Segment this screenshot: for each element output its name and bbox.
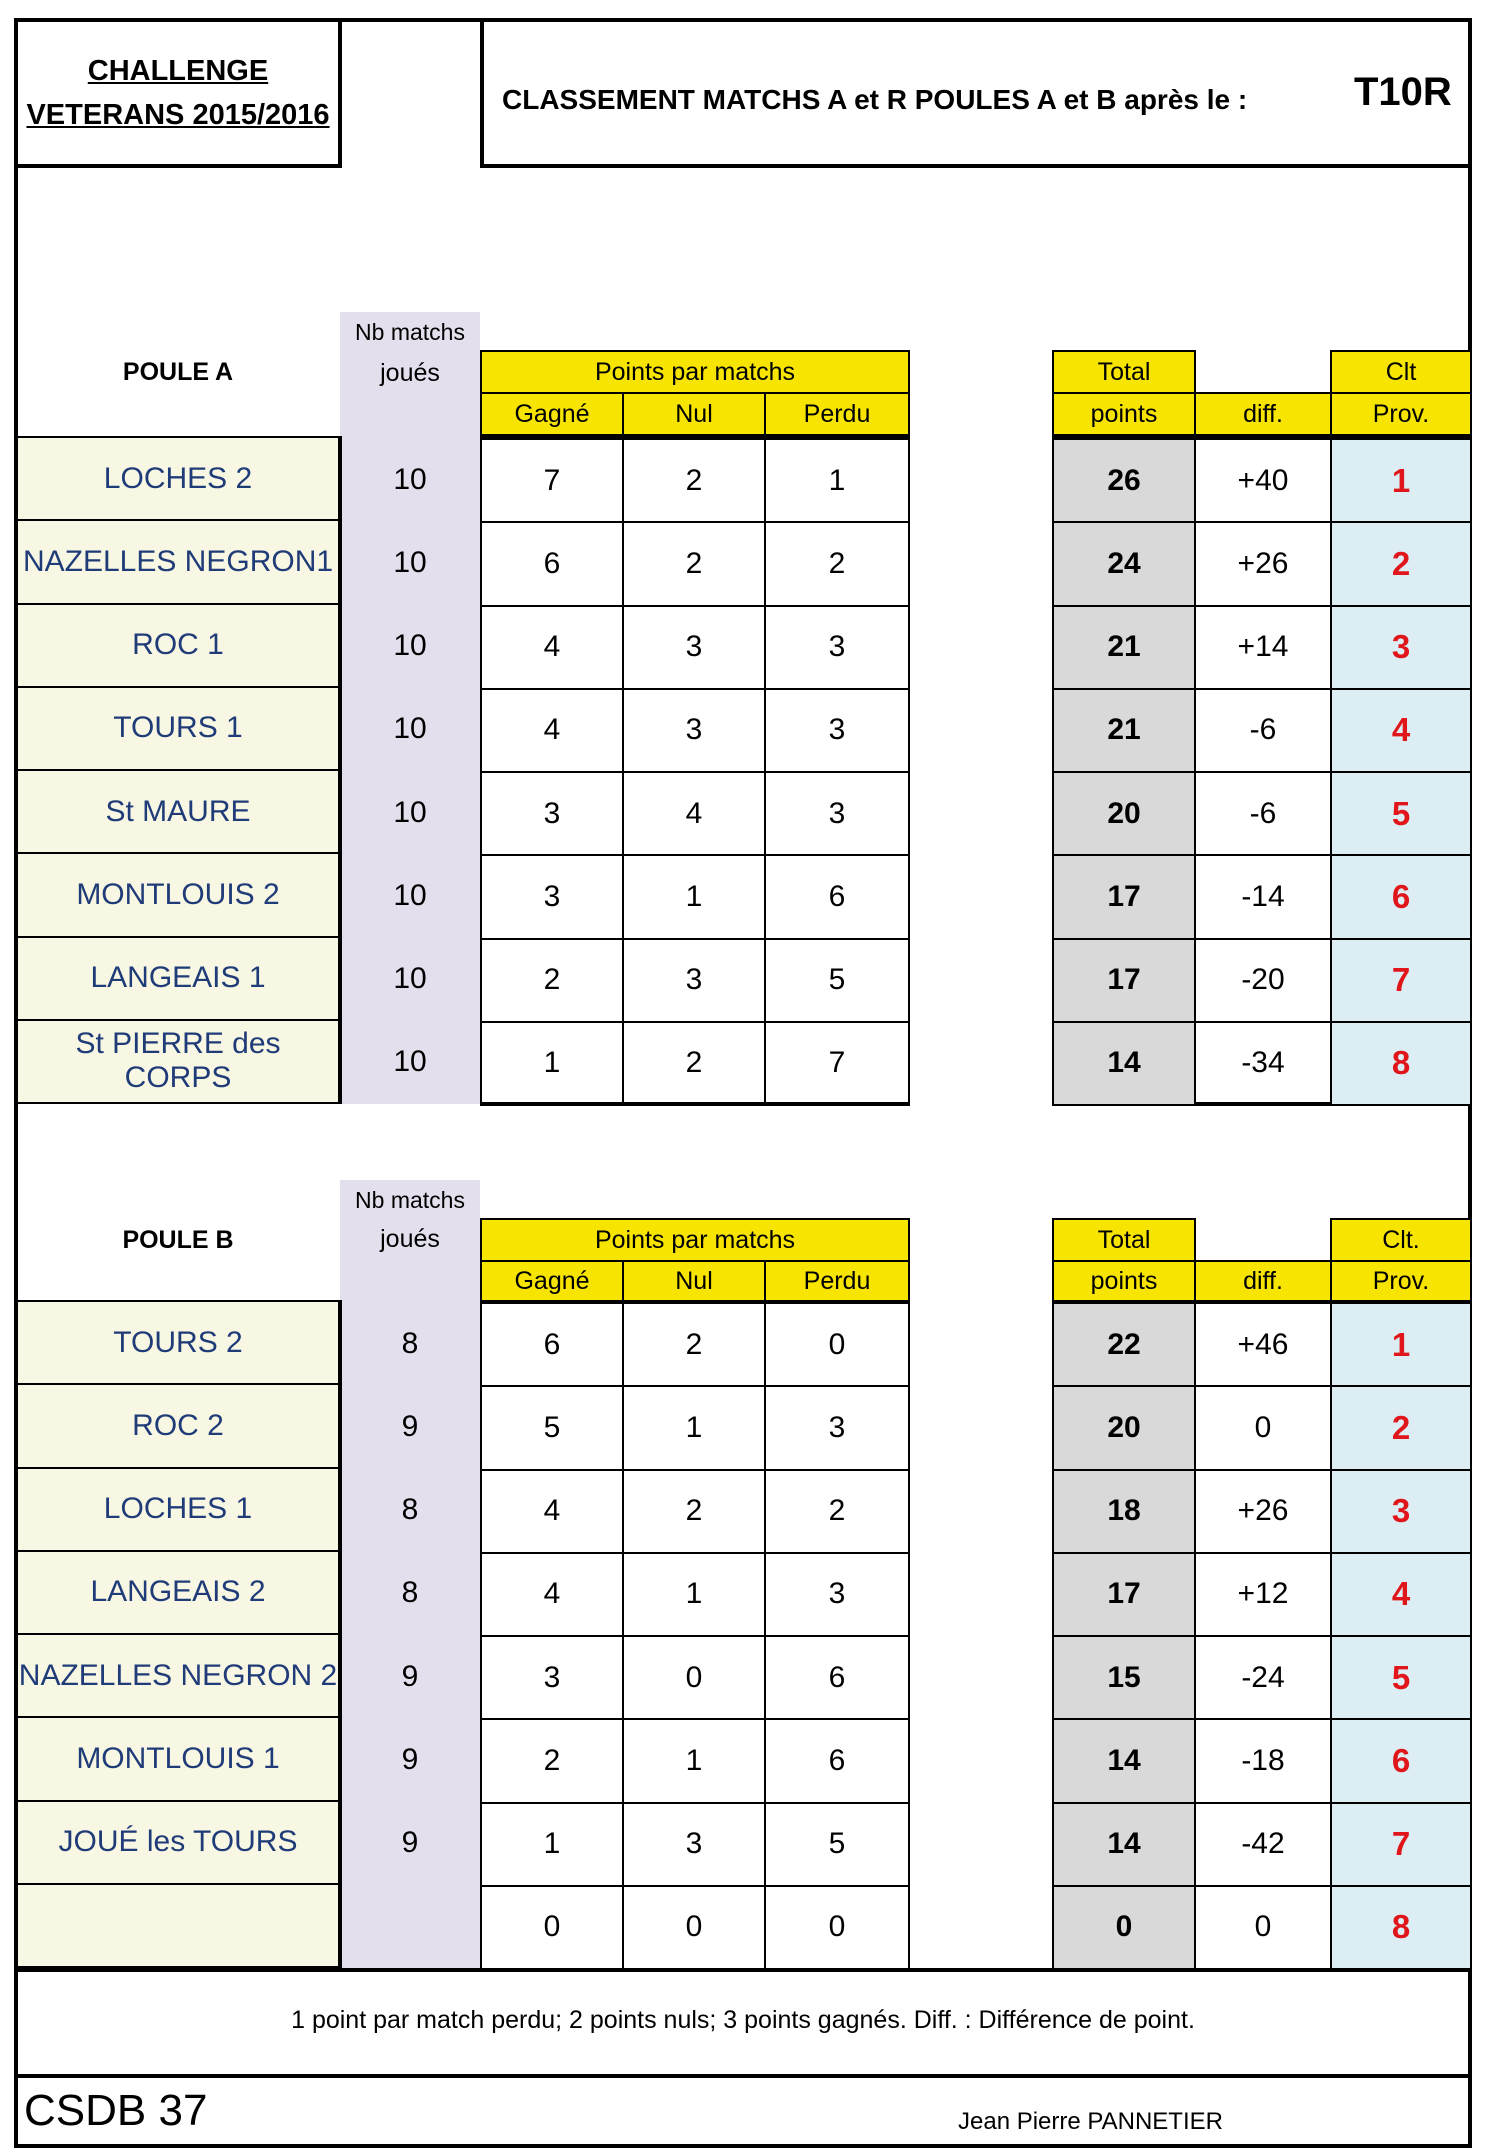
- lost-count: 6: [764, 1718, 910, 1803]
- team-name: TOURS 2: [18, 1302, 338, 1385]
- draw-count: 3: [622, 605, 766, 690]
- page-title: CLASSEMENT MATCHS A et R POULES A et B après le :: [502, 84, 1248, 115]
- matches-played: 10: [393, 1045, 427, 1079]
- org-name: CSDB 37: [24, 2086, 208, 2135]
- total-points: 18: [1052, 1469, 1196, 1554]
- title-box: [480, 18, 1472, 168]
- footer-divider-bottom: [14, 2074, 1472, 2078]
- draw-count: 1: [622, 1718, 766, 1803]
- poule-b-diff-header: diff.: [1194, 1260, 1332, 1302]
- rank: 4: [1330, 1552, 1472, 1637]
- matches-played: 9: [401, 1826, 419, 1860]
- lost-count: 3: [764, 1385, 910, 1470]
- draw-count: 2: [622, 521, 766, 606]
- lost-count: 3: [764, 1552, 910, 1637]
- team-name: LANGEAIS 2: [18, 1552, 338, 1635]
- lost-count: 1: [764, 438, 910, 523]
- team-name: St MAURE: [18, 771, 338, 854]
- total-points: 17: [1052, 938, 1196, 1023]
- matches-played: 10: [393, 462, 427, 496]
- point-diff: +12: [1194, 1552, 1332, 1637]
- matches-played: 8: [401, 1576, 419, 1610]
- team-name: JOUÉ les TOURS: [18, 1802, 338, 1885]
- poule-b-perdu-header: Perdu: [764, 1260, 910, 1302]
- point-diff: -42: [1194, 1802, 1332, 1887]
- point-diff: -24: [1194, 1635, 1332, 1720]
- rank: 3: [1330, 1469, 1472, 1554]
- poule-b-nb-matchs-label: Nb matchs: [355, 1186, 465, 1213]
- total-points: 24: [1052, 521, 1196, 606]
- round-code: T10R: [1354, 70, 1452, 114]
- total-points: 14: [1052, 1718, 1196, 1803]
- won-count: 3: [480, 771, 624, 856]
- lost-count: 0: [764, 1302, 910, 1387]
- matches-played: 8: [401, 1326, 419, 1360]
- draw-count: 1: [622, 1385, 766, 1470]
- poule-a-diff-header: diff.: [1194, 392, 1332, 436]
- point-diff: -34: [1194, 1021, 1332, 1106]
- challenge-title-line2: VETERANS 2015/2016: [26, 99, 330, 131]
- poule-a-points-par-matchs-header: Points par matchs: [480, 350, 910, 394]
- team-name: St PIERRE des CORPS: [18, 1021, 338, 1104]
- point-diff: +26: [1194, 1469, 1332, 1554]
- draw-count: 2: [622, 1021, 766, 1106]
- poule-b-clt-header: Clt.: [1330, 1218, 1472, 1262]
- point-diff: -20: [1194, 938, 1332, 1023]
- poule-a-joues-label: joués: [380, 358, 440, 387]
- lost-count: 5: [764, 1802, 910, 1887]
- draw-count: 0: [622, 1885, 766, 1970]
- team-name: MONTLOUIS 1: [18, 1718, 338, 1801]
- rank: 2: [1330, 521, 1472, 606]
- lost-count: 3: [764, 605, 910, 690]
- rank: 5: [1330, 771, 1472, 856]
- draw-count: 4: [622, 771, 766, 856]
- team-name: [18, 1885, 338, 1968]
- matches-played: 10: [393, 878, 427, 912]
- poule-b-total-header: Total: [1052, 1218, 1196, 1262]
- scoring-note: 1 point par match perdu; 2 points nuls; 3 points gagnés. Diff. : Différence de point.: [291, 2005, 1195, 2034]
- lost-count: 2: [764, 1469, 910, 1554]
- team-name: LOCHES 2: [18, 438, 338, 521]
- matches-played: 10: [393, 545, 427, 579]
- rank: 1: [1330, 438, 1472, 523]
- draw-count: 3: [622, 688, 766, 773]
- poule-a-prov-header: Prov.: [1330, 392, 1472, 436]
- won-count: 3: [480, 854, 624, 939]
- draw-count: 0: [622, 1635, 766, 1720]
- total-points: 14: [1052, 1021, 1196, 1106]
- draw-count: 2: [622, 1469, 766, 1554]
- draw-count: 3: [622, 938, 766, 1023]
- point-diff: +26: [1194, 521, 1332, 606]
- team-name: ROC 2: [18, 1385, 338, 1468]
- total-points: 0: [1052, 1885, 1196, 1970]
- point-diff: +40: [1194, 438, 1332, 523]
- matches-played: 10: [393, 712, 427, 746]
- poule-b-gagne-header: Gagné: [480, 1260, 624, 1302]
- total-points: 20: [1052, 771, 1196, 856]
- won-count: 2: [480, 938, 624, 1023]
- total-points: 21: [1052, 688, 1196, 773]
- team-name: MONTLOUIS 2: [18, 854, 338, 937]
- point-diff: -18: [1194, 1718, 1332, 1803]
- lost-count: 7: [764, 1021, 910, 1106]
- rank: 5: [1330, 1635, 1472, 1720]
- total-points: 20: [1052, 1385, 1196, 1470]
- rank: 2: [1330, 1385, 1472, 1470]
- won-count: 5: [480, 1385, 624, 1470]
- poule-b-points-par-matchs-header: Points par matchs: [480, 1218, 910, 1262]
- won-count: 4: [480, 1469, 624, 1554]
- draw-count: 1: [622, 1552, 766, 1637]
- point-diff: 0: [1194, 1885, 1332, 1970]
- lost-count: 3: [764, 771, 910, 856]
- team-name: LANGEAIS 1: [18, 938, 338, 1021]
- lost-count: 6: [764, 854, 910, 939]
- poule-b-title: POULE B: [122, 1225, 234, 1254]
- team-name: NAZELLES NEGRON1: [18, 521, 338, 604]
- total-points: 17: [1052, 1552, 1196, 1637]
- poule-a-points-header: points: [1052, 392, 1196, 436]
- matches-played: 9: [401, 1742, 419, 1776]
- poule-b-nul-header: Nul: [622, 1260, 766, 1302]
- rank: 3: [1330, 605, 1472, 690]
- rank: 4: [1330, 688, 1472, 773]
- lost-count: 6: [764, 1635, 910, 1720]
- point-diff: 0: [1194, 1385, 1332, 1470]
- won-count: 4: [480, 605, 624, 690]
- lost-count: 2: [764, 521, 910, 606]
- matches-played: 10: [393, 962, 427, 996]
- total-points: 17: [1052, 854, 1196, 939]
- footer-divider-top: [14, 1968, 1472, 1972]
- rank: 7: [1330, 1802, 1472, 1887]
- total-points: 14: [1052, 1802, 1196, 1887]
- point-diff: -6: [1194, 688, 1332, 773]
- poule-b-points-header: points: [1052, 1260, 1196, 1302]
- poule-b-prov-header: Prov.: [1330, 1260, 1472, 1302]
- matches-played: 10: [393, 795, 427, 829]
- author-name: Jean Pierre PANNETIER: [958, 2108, 1223, 2135]
- point-diff: +46: [1194, 1302, 1332, 1387]
- poule-a-nb-matchs-label: Nb matchs: [355, 318, 465, 345]
- won-count: 1: [480, 1802, 624, 1887]
- total-points: 26: [1052, 438, 1196, 523]
- matches-played: [340, 1885, 480, 1968]
- team-name: LOCHES 1: [18, 1469, 338, 1552]
- point-diff: +14: [1194, 605, 1332, 690]
- rank: 6: [1330, 1718, 1472, 1803]
- lost-count: 0: [764, 1885, 910, 1970]
- rank: 8: [1330, 1021, 1472, 1106]
- draw-count: 2: [622, 1302, 766, 1387]
- poule-a-total-header: Total: [1052, 350, 1196, 394]
- lost-count: 3: [764, 688, 910, 773]
- rank: 7: [1330, 938, 1472, 1023]
- rank: 8: [1330, 1885, 1472, 1970]
- won-count: 7: [480, 438, 624, 523]
- total-points: 15: [1052, 1635, 1196, 1720]
- point-diff: -6: [1194, 771, 1332, 856]
- won-count: 3: [480, 1635, 624, 1720]
- won-count: 4: [480, 1552, 624, 1637]
- poule-a-title: POULE A: [122, 357, 234, 386]
- won-count: 6: [480, 1302, 624, 1387]
- matches-played: 9: [401, 1409, 419, 1443]
- won-count: 6: [480, 521, 624, 606]
- challenge-box: [14, 18, 342, 168]
- draw-count: 1: [622, 854, 766, 939]
- challenge-title-line1: CHALLENGE: [87, 55, 269, 87]
- poule-a-gagne-header: Gagné: [480, 392, 624, 436]
- draw-count: 3: [622, 1802, 766, 1887]
- total-points: 21: [1052, 605, 1196, 690]
- poule-b-joues-label: joués: [380, 1224, 440, 1253]
- rank: 1: [1330, 1302, 1472, 1387]
- point-diff: -14: [1194, 854, 1332, 939]
- team-name: ROC 1: [18, 605, 338, 688]
- total-points: 22: [1052, 1302, 1196, 1387]
- lost-count: 5: [764, 938, 910, 1023]
- team-name: NAZELLES NEGRON 2: [18, 1635, 338, 1718]
- poule-a-nul-header: Nul: [622, 392, 766, 436]
- matches-played: 8: [401, 1493, 419, 1527]
- won-count: 0: [480, 1885, 624, 1970]
- poule-a-perdu-header: Perdu: [764, 392, 910, 436]
- won-count: 1: [480, 1021, 624, 1106]
- won-count: 2: [480, 1718, 624, 1803]
- rank: 6: [1330, 854, 1472, 939]
- matches-played: 10: [393, 629, 427, 663]
- draw-count: 2: [622, 438, 766, 523]
- won-count: 4: [480, 688, 624, 773]
- poule-a-clt-header: Clt: [1330, 350, 1472, 394]
- team-name: TOURS 1: [18, 688, 338, 771]
- matches-played: 9: [401, 1659, 419, 1693]
